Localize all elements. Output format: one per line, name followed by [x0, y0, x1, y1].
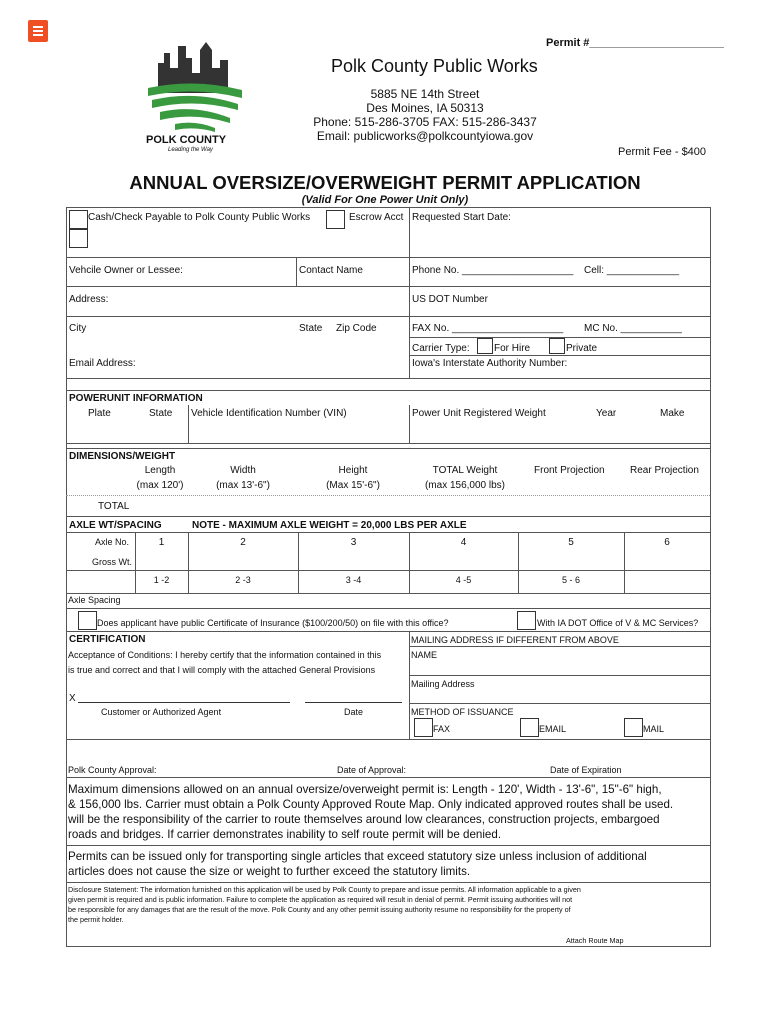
permit-fee: Permit Fee - $400 — [618, 146, 707, 158]
form-subtitle: (Valid For One Power Unit Only) — [301, 194, 469, 206]
for-hire-label: For Hire — [494, 343, 531, 354]
org-address1: 5885 NE 14th Street — [370, 87, 480, 101]
gross-wt-label: Gross Wt. — [92, 557, 132, 567]
length-label: Length — [144, 465, 176, 476]
axle-3: 3 — [350, 537, 357, 548]
spacing-5-6: 5 - 6 — [561, 575, 580, 585]
zip-label: Zip Code — [336, 323, 377, 334]
usdot-label: US DOT Number — [412, 294, 488, 305]
iadot-label: With IA DOT Office of V & MC Services? — [537, 618, 699, 628]
disclosure-line2: given permit is required and is public information. Failure to complete the application as required will result in denial of permit. Permit issuing authorities will not — [68, 895, 573, 904]
private-checkbox[interactable] — [549, 338, 565, 354]
other-payment-checkbox[interactable] — [69, 229, 88, 248]
notes-p1-line3: will be the responsibility of the carrier to route themselves around low clearances, construction projects, embargoed — [68, 813, 660, 826]
disclosure-line1: Disclosure Statement: The information furnished on this application will be used by Polk County to prepare and issue permits. All information applicable to a given — [68, 885, 581, 894]
width-max: (max 13'-6") — [216, 480, 270, 491]
for-hire-checkbox[interactable] — [477, 338, 493, 354]
private-label: Private — [566, 343, 598, 354]
total-weight-max: (max 156,000 lbs) — [424, 480, 506, 491]
address-label: Address: — [69, 294, 109, 305]
axle-2: 2 — [240, 537, 246, 548]
start-date-label: Requested Start Date: — [412, 212, 511, 223]
fax-method-checkbox[interactable] — [414, 718, 433, 737]
axle-5: 5 — [568, 537, 574, 548]
carrier-type-label: Carrier Type: — [412, 343, 470, 354]
email-method-checkbox[interactable] — [520, 718, 539, 737]
org-email: Email: publicworks@polkcountyiowa.gov — [316, 129, 534, 143]
mail-method-label: MAIL — [643, 724, 665, 734]
mc-label: MC No. ___________ — [584, 323, 682, 334]
signature-date-line[interactable] — [305, 702, 402, 703]
attach-route-map: Attach Route Map — [566, 936, 624, 945]
axle-no-label: Axle No. — [95, 537, 130, 547]
cell-label: Cell: _____________ — [584, 265, 680, 276]
signature-x: X — [69, 693, 76, 704]
polk-county-logo — [140, 38, 250, 158]
notes-p2-line1: Permits can be issued only for transporting single articles that exceed statutory size unless inclusion of additional — [68, 850, 647, 863]
fax-method-label: FAX — [433, 724, 451, 734]
total-label: TOTAL — [98, 501, 130, 512]
fax-label: FAX No. ____________________ — [412, 323, 564, 334]
iowa-authority-label: Iowa's Interstate Authority Number: — [412, 358, 568, 369]
contact-label: Contact Name — [299, 265, 363, 276]
spacing-3-4: 3 -4 — [345, 575, 362, 585]
pu-weight-label: Power Unit Registered Weight — [412, 408, 546, 419]
plate-label: Plate — [88, 408, 111, 419]
vin-label: Vehicle Identification Number (VIN) — [191, 408, 347, 419]
date-approval-label: Date of Approval: — [337, 765, 407, 775]
date-expiration-label: Date of Expiration — [550, 765, 622, 775]
org-address2: Des Moines, IA 50313 — [366, 101, 484, 115]
insurance-question: Does applicant have public Certificate of Insurance ($100/200/50) on file with this office? — [97, 618, 449, 628]
escrow-label: Escrow Acct — [349, 212, 404, 223]
axle-heading: AXLE WT/SPACING — [69, 520, 162, 531]
mail-method-checkbox[interactable] — [624, 718, 643, 737]
powerunit-heading: POWERUNIT INFORMATION — [69, 393, 203, 404]
spacing-2-3: 2 -3 — [235, 575, 251, 585]
axle-4: 4 — [460, 537, 467, 548]
rear-projection-label: Rear Projection — [630, 465, 699, 476]
method-label: METHOD OF ISSUANCE — [411, 707, 514, 717]
height-label: Height — [338, 465, 368, 476]
state-label: State — [299, 323, 323, 334]
pu-state-label: State — [149, 408, 173, 419]
axle-1: 1 — [158, 537, 165, 548]
disclosure-line4: the permit holder. — [68, 915, 124, 924]
iadot-checkbox[interactable] — [517, 611, 536, 630]
permit-number-label: Permit #______________________ — [546, 37, 724, 49]
notes-p1-line4: roads and bridges. If carrier demonstrates inability to self route permit will be denied. — [68, 828, 502, 841]
agent-label: Customer or Authorized Agent — [101, 707, 222, 717]
notes-p2-line2: articles does not cause the size or weight to further exceed the statutory limits. — [68, 865, 471, 878]
email-label: Email Address: — [69, 358, 136, 369]
axle-note: NOTE - MAXIMUM AXLE WEIGHT = 20,000 LBS PER AXLE — [192, 520, 467, 531]
phone-label: Phone No. ____________________ — [412, 265, 574, 276]
cash-label: Cash/Check Payable to Polk County Public Works — [88, 212, 311, 223]
mailing-name-label: NAME — [411, 650, 438, 660]
signature-line[interactable] — [78, 702, 290, 703]
certification-heading: CERTIFICATION — [69, 634, 146, 645]
form-title: ANNUAL OVERSIZE/OVERWEIGHT PERMIT APPLICATION — [129, 172, 641, 193]
certification-line1: Acceptance of Conditions: I hereby certify that the information contained in this — [68, 650, 382, 660]
mailing-address-label: Mailing Address — [411, 679, 475, 689]
front-projection-label: Front Projection — [534, 465, 605, 476]
spacing-4-5: 4 -5 — [455, 575, 472, 585]
spacing-1-2: 1 -2 — [153, 575, 170, 585]
signature-date-label: Date — [344, 707, 364, 717]
org-name: Polk County Public Works — [331, 56, 538, 76]
height-max: (Max 15'-6") — [326, 480, 380, 491]
city-label: City — [69, 323, 87, 334]
menu-icon[interactable] — [28, 20, 48, 42]
length-max: (max 120') — [136, 480, 184, 491]
approval-label: Polk County Approval: — [68, 765, 157, 775]
axle-6: 6 — [664, 537, 670, 548]
notes-p1-line1: Maximum dimensions allowed on an annual oversize/overweight permit is: Length - 120', Width - 13'-6", 15"-6" high, — [68, 783, 662, 796]
total-weight-label: TOTAL Weight — [432, 465, 498, 476]
make-label: Make — [660, 408, 685, 419]
year-label: Year — [596, 408, 617, 419]
owner-label: Vehcile Owner or Lessee: — [69, 265, 183, 276]
disclosure-line3: be responsible for any damages that are the result of the move. Polk County and any other permit issuing authority resume no responsibility for the property of — [68, 905, 571, 914]
width-label: Width — [230, 465, 256, 476]
cash-checkbox[interactable] — [69, 210, 88, 229]
email-method-label: EMAIL — [539, 724, 567, 734]
mailing-heading: MAILING ADDRESS IF DIFFERENT FROM ABOVE — [411, 635, 619, 645]
logo-name: POLK COUNTY — [146, 134, 227, 146]
insurance-checkbox[interactable] — [78, 611, 97, 630]
logo-tagline: Leading the Way — [168, 147, 213, 153]
escrow-checkbox[interactable] — [326, 210, 345, 229]
dimensions-heading: DIMENSIONS/WEIGHT — [69, 451, 176, 462]
notes-p1-line2: & 156,000 lbs. Carrier must obtain a Polk County Approved Route Map. Only indicated approved routes shall be used. — [68, 798, 674, 811]
certification-line2: is true and correct and that I will comply with the attached General Provisions — [68, 665, 376, 675]
org-phone: Phone: 515-286-3705 FAX: 515-286-3437 — [313, 115, 537, 129]
axle-spacing-label: Axle Spacing — [68, 595, 121, 605]
